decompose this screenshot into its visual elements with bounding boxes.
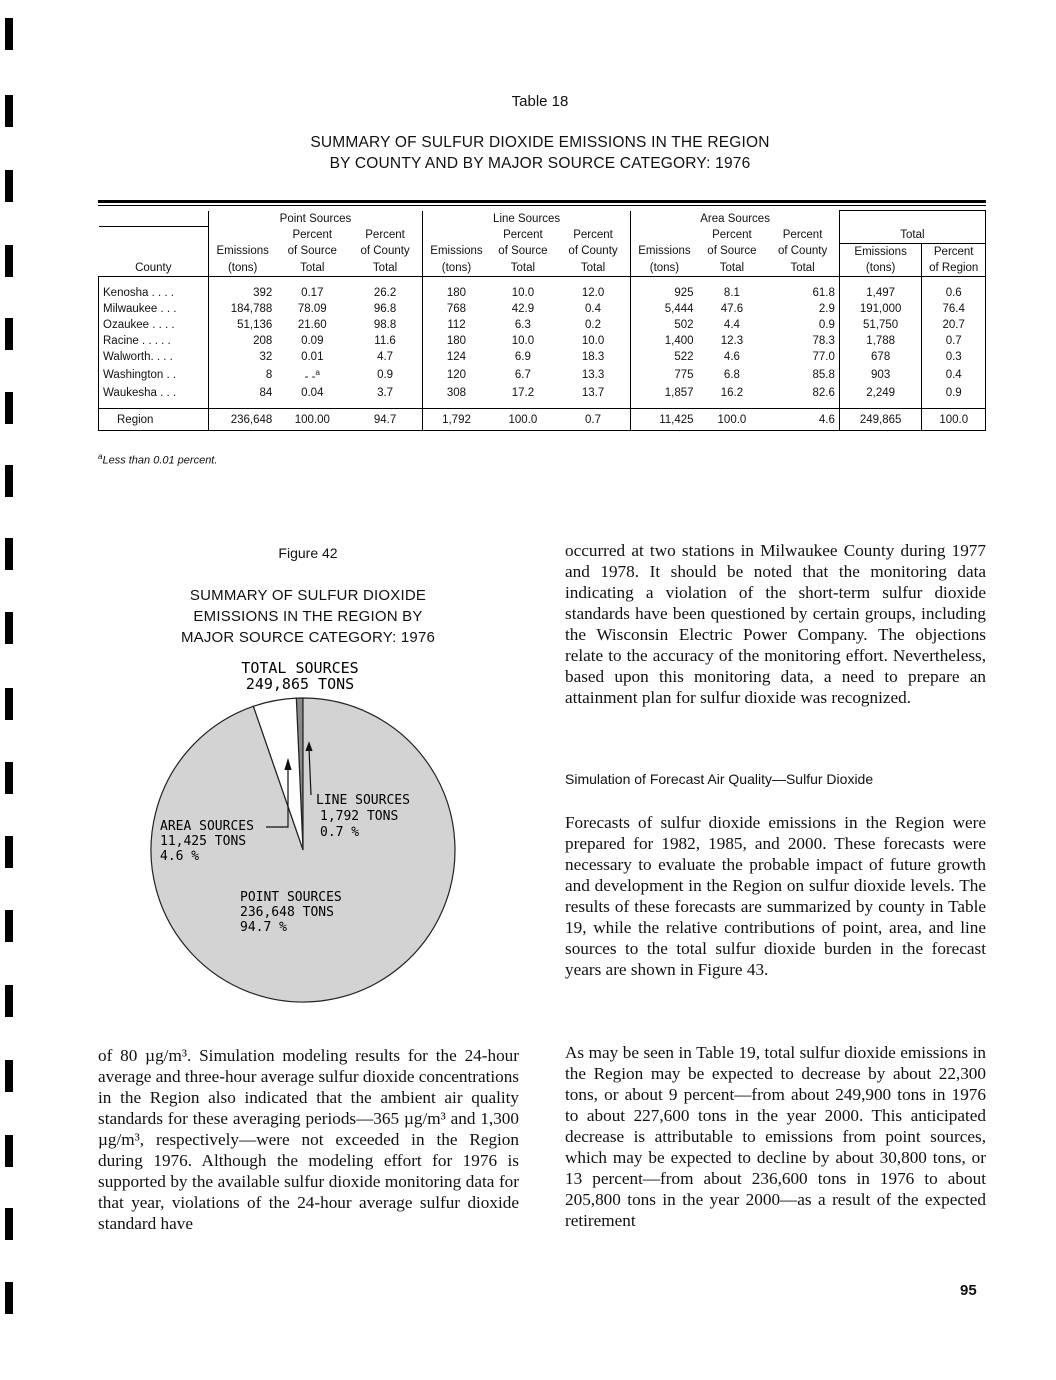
pie-label-area-tons: 11,425 TONS [160, 834, 247, 849]
header-county: County [99, 260, 209, 277]
header-of-source: of Source [498, 245, 548, 258]
pie-title-line2: 249,865 TONS [245, 675, 355, 693]
header-total-word: Total [348, 260, 422, 277]
table-title-line1: SUMMARY OF SULFUR DIOXIDE EMISSIONS IN THE REGION [310, 134, 770, 151]
header-pct: Percent [766, 227, 839, 244]
table-row: Milwaukee . . . 184,788 78.09 96.8 768 42.9 0.4 5,444 47.6 2.9 191,000 76.4 [99, 301, 986, 317]
header-tons: (tons) [422, 260, 490, 277]
header-tons: (tons) [209, 260, 277, 277]
header-pct: Percent [348, 227, 422, 244]
header-pct: Percent [712, 228, 752, 241]
pie-label-point-tons: 236,648 TONS [240, 905, 334, 920]
table-row: Walworth. . . . 32 0.01 4.7 124 6.9 18.3 522 4.6 77.0 678 0.3 [99, 349, 986, 365]
pie-label-area-pct: 4.6 % [160, 849, 200, 864]
right-column-para3: As may be seen in Table 19, total sulfur dioxide emissions in the Region may be expected to decrease by about 22,300 tons, or about 9 percent—from about 249,900 tons in 1976 to about 227,600 tons in the year 2000. This anticipated decrease is attributable to emissions from point sources, which may be expected to decline by about 30,800 tons, or 13 percent—from about 236,600 tons in 1976 to about 205,800 tons in the year 2000—as a result of the expected retirement [565, 1043, 986, 1230]
emissions-table [98, 210, 986, 431]
pie-label-area-name: AREA SOURCES [160, 819, 254, 834]
region-row: Region 236,648 100.00 94.7 1,792 100.0 0.7 11,425 100.0 4.6 249,865 100.0 [99, 409, 986, 431]
header-of-county: of County [766, 243, 839, 260]
table-number: Table 18 [511, 93, 569, 110]
left-column-text: of 80 µg/m³. Simulation modeling results for the 24-hour average and three-hour average sulfur dioxide concentrations in the Region also indicated that the ambient air quality standards for these averaging periods—365 µg/m³ and 1,300 µg/m³, respectively—were not exceeded in the Region during 1976. Although the modeling effort for 1976 is supported by the available sulfur dioxide monitoring data for that year, violations of the 24-hour average sulfur dioxide standard have [98, 1046, 519, 1233]
header-pct: Percent [292, 228, 333, 241]
header-of-county: of County [348, 243, 422, 260]
table-row: Washington . . 8 - -$^a$ 0.9 120 6.7 13.3 775 6.8 85.8 903 0.4 [99, 365, 986, 385]
pie-chart [98, 655, 518, 1045]
right-column-para2: Forecasts of sulfur dioxide emissions in the Region were prepared for 1982, 1985, and 2000. These forecasts were necessary to evaluate the probable impact of future growth and development in the Region on sulfur dioxide levels. The results of these forecasts are summarized by county in Table 19, while the relative contributions of point, area, and line sources to the total sulfur dioxide burden in the forecast years are shown in Figure 43. [565, 813, 986, 979]
table-top-rule [98, 200, 986, 203]
header-total-word: Total [490, 260, 556, 277]
pie-label-line-name: LINE SOURCES [316, 793, 410, 808]
header-tons: (tons) [631, 260, 698, 277]
header-total-word: Total [766, 260, 839, 277]
header-area-sources: Area Sources [631, 211, 840, 227]
header-emissions: Emissions [638, 245, 691, 258]
header-tons: (tons) [839, 260, 922, 277]
figure-title: SUMMARY OF SULFUR DIOXIDE EMISSIONS IN THE REGION BY MAJOR SOURCE CATEGORY: 1976 [180, 587, 436, 646]
pie-label-line-tons: 1,792 TONS [320, 809, 399, 824]
header-of-source: of Source [707, 245, 757, 258]
table-row: Racine . . . . . 208 0.09 11.6 180 10.0 10.0 1,400 12.3 78.3 1,788 0.7 [99, 333, 986, 349]
table-row: Kenosha . . . . 392 0.17 26.2 180 10.0 12.0 925 8.1 61.8 1,497 0.6 [99, 285, 986, 301]
pie-label-point-pct: 94.7 % [240, 920, 287, 935]
section-subheading: Simulation of Forecast Air Quality—Sulfur Dioxide [565, 771, 874, 787]
header-point-sources: Point Sources [209, 211, 423, 227]
pie-label-point-name: POINT SOURCES [240, 890, 342, 905]
header-total-word: Total [698, 260, 767, 277]
header-pct: Percent [556, 227, 631, 244]
table-top-rule-thin [98, 205, 986, 206]
header-of-county: of County [556, 243, 631, 260]
right-column-para1: occurred at two stations in Milwaukee County during 1977 and 1978. It should be noted that the monitoring data indicating a violation of the short-term sulfur dioxide standards have been questioned by certain groups, including the Wisconsin Electric Power Company. The objections relate to the accuracy of the monitoring effort. Nevertheless, based upon this monitoring data, a need to prepare an attainment plan for sulfur dioxide was recognized. [565, 541, 986, 707]
header-emissions: Emissions [430, 245, 483, 258]
pie-title-line1: TOTAL SOURCES [241, 659, 359, 677]
header-emissions: Emissions [839, 243, 922, 260]
header-total-word: Total [276, 260, 348, 277]
binding-marks [0, 0, 16, 1380]
header-of-region: of Region [922, 260, 986, 277]
header-line-sources: Line Sources [422, 211, 630, 227]
figure-number: Figure 42 [278, 545, 338, 561]
page-number: 95 [960, 1282, 977, 1299]
table-row: Ozaukee . . . . 51,136 21.60 98.8 112 6.3 0.2 502 4.4 0.9 51,750 20.7 [99, 317, 986, 333]
header-emissions: Emissions [209, 243, 277, 260]
header-pct: Percent [503, 228, 543, 241]
table-row: Waukesha . . . 84 0.04 3.7 308 17.2 13.7 1,857 16.2 82.6 2,249 0.9 [99, 385, 986, 401]
header-pct: Percent [922, 243, 986, 260]
pie-label-line-pct: 0.7 % [320, 825, 360, 840]
header-of-source: of Source [287, 245, 337, 258]
table-title-line2: BY COUNTY AND BY MAJOR SOURCE CATEGORY: 1976 [329, 155, 751, 172]
header-total: Total [839, 227, 985, 244]
table-footnote: $^a$Less than 0.01 percent. [98, 452, 218, 467]
header-total-word: Total [556, 260, 631, 277]
